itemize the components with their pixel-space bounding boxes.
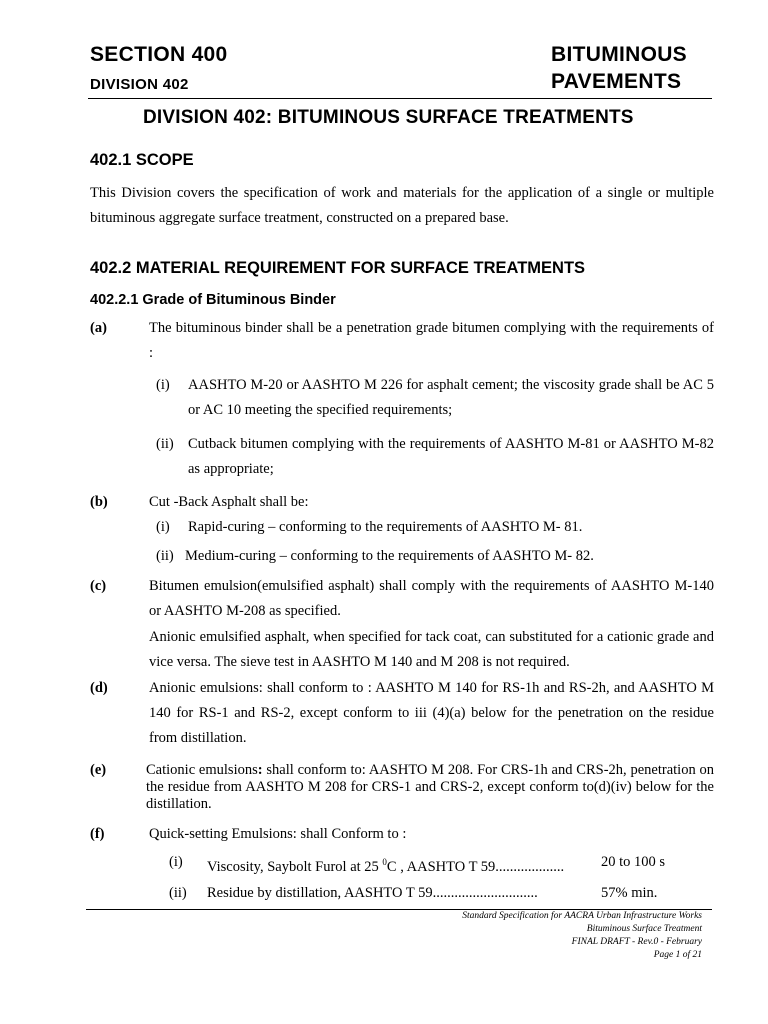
- item-d-text: Anionic emulsions: shall conform to : AASHTO M 140 for RS-1h and RS-2h, and AASHTO M 140 for RS-1 and RS-2, except conform to iii (4)(a) below for the penetration on the residue from distillation.: [149, 680, 714, 746]
- item-b-ii-label: (ii): [156, 548, 174, 564]
- item-c-text-1: Bitumen emulsion(emulsified asphalt) shall comply with the requirements of AASHTO M-140 or AASHTO M-208 as specified.: [149, 578, 714, 619]
- item-a-i-text: AASHTO M-20 or AASHTO M 226 for asphalt cement; the viscosity grade shall be AC 5 or AC 10 meeting the specified requirements;: [188, 377, 714, 418]
- footer-line-1: Standard Specification for AACRA Urban Infrastructure Works: [462, 911, 702, 921]
- item-f-ii-value: 57% min.: [601, 885, 658, 901]
- item-b-i-label: (i): [156, 519, 170, 535]
- item-c-text-2: Anionic emulsified asphalt, when specified for tack coat, can substituted for a cationic grade and vice versa. The sieve test in AASHTO M 140 and M 208 is not required.: [149, 629, 714, 670]
- item-a-ii-label: (ii): [156, 436, 174, 452]
- scope-text: This Division covers the specification of work and materials for the application of a single or multiple bituminous aggregate surface treatment, constructed on a prepared base.: [90, 185, 714, 226]
- subject-line-1: BITUMINOUS: [551, 43, 687, 66]
- item-a-ii-text: Cutback bitumen complying with the requirements of AASHTO M-81 or AASHTO M-82 as appropriate;: [188, 436, 714, 477]
- item-d-label: (d): [90, 680, 108, 696]
- item-f-label: (f): [90, 826, 105, 842]
- item-b-text: Cut -Back Asphalt shall be:: [149, 494, 309, 510]
- item-f-i-value: 20 to 100 s: [601, 854, 666, 870]
- scope-heading: 402.1 SCOPE: [90, 151, 194, 169]
- material-heading: 402.2 MATERIAL REQUIREMENT FOR SURFACE TREATMENTS: [90, 259, 586, 277]
- item-f-i-degree: 0: [382, 857, 387, 867]
- item-e-label: (e): [90, 762, 107, 778]
- footer: [302, 910, 702, 962]
- item-c-label: (c): [90, 578, 107, 594]
- section-label: SECTION 400: [90, 43, 228, 66]
- item-f-ii-text: Residue by distillation, AASHTO T 59.............................: [207, 885, 538, 901]
- item-f-i-text: [207, 850, 564, 880]
- item-b-label: (b): [90, 494, 108, 510]
- binder-subheading: 402.2.1 Grade of Bituminous Binder: [90, 292, 336, 308]
- subject-line-2: PAVEMENTS: [551, 70, 682, 93]
- item-f-i-post: C , AASHTO T 59...................: [386, 858, 565, 875]
- footer-page-number: Page 1 of 21: [653, 950, 702, 960]
- item-b-ii-text: Medium-curing – conforming to the requirements of AASHTO M- 82.: [185, 548, 594, 564]
- page-title: DIVISION 402: BITUMINOUS SURFACE TREATMENTS: [143, 107, 634, 128]
- item-f-i-label: (i): [169, 854, 183, 870]
- item-a-i-label: (i): [156, 377, 170, 393]
- header-rule: [88, 98, 712, 99]
- item-f-text: Quick-setting Emulsions: shall Conform to :: [149, 826, 407, 842]
- item-f-ii-label: (ii): [169, 885, 187, 901]
- footer-line-2: Bituminous Surface Treatment: [586, 924, 702, 934]
- item-e-text: shall conform to: AASHTO M 208. For CRS-1h and CRS-2h, penetration on the residue from AASHTO M 208 for CRS-1 and CRS-2, except conform to(d)(iv) below for the distillation.: [146, 762, 714, 812]
- item-a-text: The bituminous binder shall be a penetration grade bitumen complying with the requirements of :: [149, 320, 714, 361]
- item-e-colon: :: [257, 762, 263, 778]
- item-f-i-pre: Viscosity, Saybolt Furol at 25: [207, 858, 383, 875]
- division-label: DIVISION 402: [90, 76, 189, 93]
- item-b-i-text: Rapid-curing – conforming to the requirements of AASHTO M- 81.: [188, 519, 583, 535]
- footer-line-3: FINAL DRAFT - Rev.0 - February: [571, 937, 702, 947]
- item-e-text-block: [146, 762, 714, 813]
- item-e-lead: Cationic emulsions: [146, 762, 258, 778]
- item-a-label: (a): [90, 320, 107, 336]
